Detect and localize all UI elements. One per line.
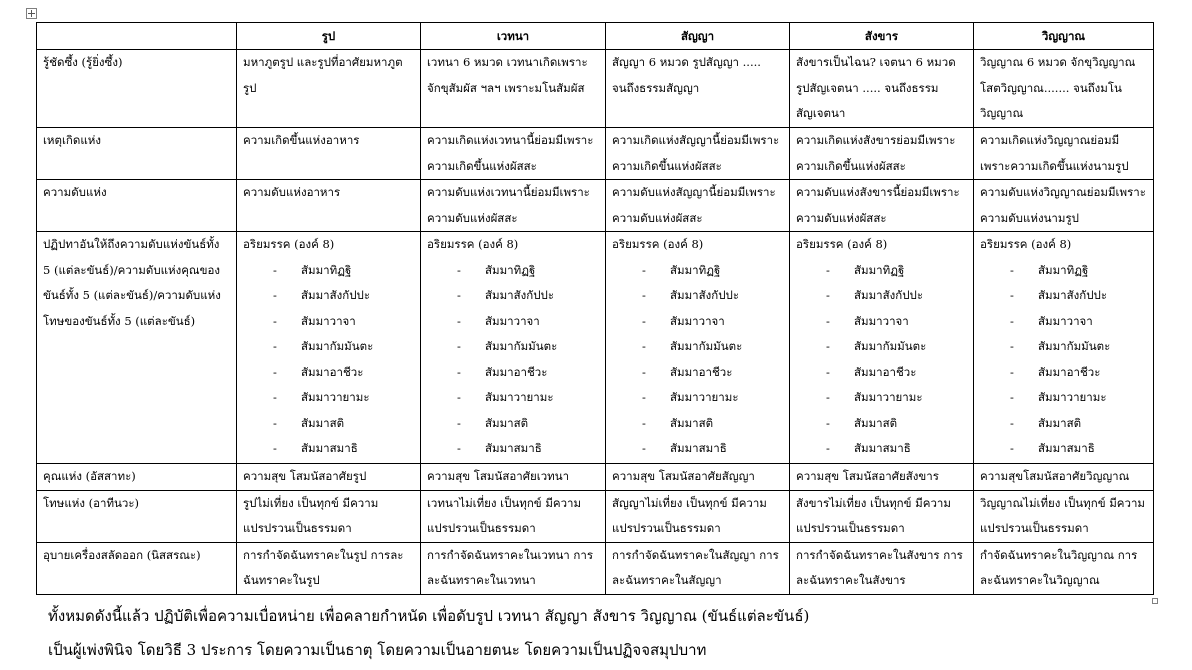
table-cell: สังขารเป็นไฉน? เจตนา 6 หมวด รูปสัญเจตนา ..... จนถึงธรรมสัญเจตนา: [790, 50, 974, 128]
table-cell: การกำจัดฉันทราคะในสังขาร การละฉันทราคะในสังขาร: [790, 542, 974, 594]
path-list: [980, 258, 1147, 462]
table-cell: สังขารไม่เที่ยง เป็นทุกข์ มีความแปรปรวนเป็นธรรมดา: [790, 490, 974, 542]
table-cell: การกำจัดฉันทราคะในรูป การละฉันทราคะในรูป: [237, 542, 421, 594]
path-caption: อริยมรรค (องค์ 8): [980, 237, 1072, 251]
row-label: ปฏิปทาอันให้ถึงความดับแห่งขันธ์ทั้ง 5 (แต่ละขันธ์)/ความดับแห่งคุณของขันธ์ทั้ง 5 (แต่ละขันธ์)/ความดับแห่งโทษของขันธ์ทั้ง 5 (แต่ละขันธ์): [37, 232, 237, 464]
table-cell: ความดับแห่งวิญญาณย่อมมีเพราะความดับแห่งนามรูป: [974, 180, 1154, 232]
list-item: - สัมมาทิฏฐิ: [243, 258, 414, 284]
list-item: - สัมมาสมาธิ: [427, 436, 599, 462]
table-move-handle[interactable]: [26, 8, 37, 19]
table-cell: ความสุข โสมนัสอาศัยสัญญา: [606, 464, 790, 491]
path-list: [427, 258, 599, 462]
table-cell: ความดับแห่งสัญญานี้ย่อมมีเพราะความดับแห่งผัสสะ: [606, 180, 790, 232]
list-item: - สัมมาสังกัปปะ: [980, 283, 1147, 309]
table-resize-handle[interactable]: [1152, 598, 1158, 604]
table-row: [37, 542, 1154, 594]
table-cell: ความดับแห่งสังขารนี้ย่อมมีเพราะความดับแห่งผัสสะ: [790, 180, 974, 232]
table-cell: ความเกิดแห่งสัญญานี้ย่อมมีเพราะความเกิดขึ้นแห่งผัสสะ: [606, 128, 790, 180]
list-item: - สัมมาสังกัปปะ: [243, 283, 414, 309]
table-cell: ความเกิดแห่งเวทนานี้ย่อมมีเพราะความเกิดขึ้นแห่งผัสสะ: [421, 128, 606, 180]
footer-line-1: ทั้งหมดดังนี้แล้ว ปฏิบัติเพื่อความเบื่อหน่าย เพื่อคลายกำหนัด เพื่อดับรูป เวทนา สัญญา สังขาร วิญญาณ (ขันธ์แต่ละขันธ์): [48, 607, 810, 625]
khandha-table: [36, 22, 1154, 595]
list-item: - สัมมาอาชีวะ: [980, 360, 1147, 386]
list-item: - สัมมาทิฏฐิ: [612, 258, 783, 284]
header-cell-sanna: สัญญา: [606, 23, 790, 50]
row-label: รู้ชัดซึ้ง (รู้ยิ่งซึ้ง): [37, 50, 237, 128]
list-item: - สัมมาวายามะ: [612, 385, 783, 411]
list-item: - สัมมาอาชีวะ: [427, 360, 599, 386]
table-cell: วิญญาณ 6 หมวด จักขุวิญญาณ โสตวิญญาณ....... จนถึงมโนวิญญาณ: [974, 50, 1154, 128]
table-row: [37, 128, 1154, 180]
table-cell: กำจัดฉันทราคะในวิญญาณ การละฉันทราคะในวิญญาณ: [974, 542, 1154, 594]
list-item: - สัมมาอาชีวะ: [612, 360, 783, 386]
list-item: - สัมมาทิฏฐิ: [427, 258, 599, 284]
list-item: - สัมมาวาจา: [796, 309, 967, 335]
list-item: - สัมมาทิฏฐิ: [796, 258, 967, 284]
table-cell: ความดับแห่งอาหาร: [237, 180, 421, 232]
row-label: คุณแห่ง (อัสสาทะ): [37, 464, 237, 491]
list-item: - สัมมาสติ: [796, 411, 967, 437]
header-cell-vedana: เวทนา: [421, 23, 606, 50]
path-caption: อริยมรรค (องค์ 8): [612, 237, 704, 251]
path-list: [243, 258, 414, 462]
path-cell: [237, 232, 421, 464]
path-cell: [790, 232, 974, 464]
list-item: - สัมมากัมมันตะ: [612, 334, 783, 360]
header-cell-vinnana: วิญญาณ: [974, 23, 1154, 50]
list-item: - สัมมากัมมันตะ: [796, 334, 967, 360]
path-cell: [421, 232, 606, 464]
table-cell: มหาภูตรูป และรูปที่อาศัยมหาภูตรูป: [237, 50, 421, 128]
list-item: - สัมมาอาชีวะ: [796, 360, 967, 386]
list-item: - สัมมาสมาธิ: [796, 436, 967, 462]
list-item: - สัมมาสติ: [612, 411, 783, 437]
table-cell: ความเกิดแห่งวิญญาณย่อมมีเพราะความเกิดขึ้นแห่งนามรูป: [974, 128, 1154, 180]
table-cell: ความเกิดขึ้นแห่งอาหาร: [237, 128, 421, 180]
list-item: - สัมมาอาชีวะ: [243, 360, 414, 386]
list-item: - สัมมาวายามะ: [243, 385, 414, 411]
table-cell: การกำจัดฉันทราคะในเวทนา การละฉันทราคะในเวทนา: [421, 542, 606, 594]
list-item: - สัมมาสมาธิ: [612, 436, 783, 462]
row-label: โทษแห่ง (อาทีนวะ): [37, 490, 237, 542]
table-cell: สัญญาไม่เที่ยง เป็นทุกข์ มีความแปรปรวนเป็นธรรมดา: [606, 490, 790, 542]
table-row-noble-path: [37, 232, 1154, 464]
list-item: - สัมมาวาจา: [980, 309, 1147, 335]
list-item: - สัมมาสมาธิ: [243, 436, 414, 462]
list-item: - สัมมากัมมันตะ: [243, 334, 414, 360]
path-caption: อริยมรรค (องค์ 8): [243, 237, 335, 251]
table-cell: ความสุข โสมนัสอาศัยรูป: [237, 464, 421, 491]
path-list: [796, 258, 967, 462]
table-cell: สัญญา 6 หมวด รูปสัญญา ..... จนถึงธรรมสัญญา: [606, 50, 790, 128]
row-label: เหตุเกิดแห่ง: [37, 128, 237, 180]
row-label: อุบายเครื่องสลัดออก (นิสสรณะ): [37, 542, 237, 594]
table-row: [37, 180, 1154, 232]
list-item: - สัมมาวาจา: [243, 309, 414, 335]
list-item: - สัมมาทิฏฐิ: [980, 258, 1147, 284]
path-caption: อริยมรรค (องค์ 8): [796, 237, 888, 251]
table-cell: เวทนาไม่เที่ยง เป็นทุกข์ มีความแปรปรวนเป็นธรรมดา: [421, 490, 606, 542]
list-item: - สัมมากัมมันตะ: [427, 334, 599, 360]
table-row: [37, 490, 1154, 542]
table-cell: เวทนา 6 หมวด เวทนาเกิดเพราะจักขุสัมผัส ฯลฯ เพราะมโนสัมผัส: [421, 50, 606, 128]
table-cell: ความสุขโสมนัสอาศัยวิญญาณ: [974, 464, 1154, 491]
list-item: - สัมมาวาจา: [612, 309, 783, 335]
path-cell: [606, 232, 790, 464]
row-label: ความดับแห่ง: [37, 180, 237, 232]
list-item: - สัมมาสติ: [980, 411, 1147, 437]
table-cell: ความสุข โสมนัสอาศัยเวทนา: [421, 464, 606, 491]
header-cell-sankhara: สังขาร: [790, 23, 974, 50]
path-list: [612, 258, 783, 462]
path-caption: อริยมรรค (องค์ 8): [427, 237, 519, 251]
header-cell-corner: [37, 23, 237, 50]
table-cell: ความดับแห่งเวทนานี้ย่อมมีเพราะความดับแห่งผัสสะ: [421, 180, 606, 232]
table-header-row: [37, 23, 1154, 50]
table-cell: ความสุข โสมนัสอาศัยสังขาร: [790, 464, 974, 491]
list-item: - สัมมาสังกัปปะ: [612, 283, 783, 309]
table-cell: การกำจัดฉันทราคะในสัญญา การละฉันทราคะในสัญญา: [606, 542, 790, 594]
table-cell: ความเกิดแห่งสังขารย่อมมีเพราะความเกิดขึ้นแห่งผัสสะ: [790, 128, 974, 180]
table-row: [37, 50, 1154, 128]
list-item: - สัมมาวายามะ: [980, 385, 1147, 411]
table-cell: รูปไม่เที่ยง เป็นทุกข์ มีความแปรปรวนเป็นธรรมดา: [237, 490, 421, 542]
list-item: - สัมมาวาจา: [427, 309, 599, 335]
footer-line-2: เป็นผู้เพ่งพินิจ โดยวิธี 3 ประการ โดยความเป็นธาตุ โดยความเป็นอายตนะ โดยความเป็นปฏิจจสมุปบาท: [48, 641, 707, 659]
list-item: - สัมมาสังกัปปะ: [427, 283, 599, 309]
list-item: - สัมมาวายามะ: [427, 385, 599, 411]
list-item: - สัมมาสมาธิ: [980, 436, 1147, 462]
table-row: [37, 464, 1154, 491]
list-item: - สัมมาสังกัปปะ: [796, 283, 967, 309]
list-item: - สัมมากัมมันตะ: [980, 334, 1147, 360]
table-cell: วิญญาณไม่เที่ยง เป็นทุกข์ มีความแปรปรวนเป็นธรรมดา: [974, 490, 1154, 542]
list-item: - สัมมาสติ: [243, 411, 414, 437]
list-item: - สัมมาวายามะ: [796, 385, 967, 411]
header-cell-rupa: รูป: [237, 23, 421, 50]
path-cell: [974, 232, 1154, 464]
list-item: - สัมมาสติ: [427, 411, 599, 437]
